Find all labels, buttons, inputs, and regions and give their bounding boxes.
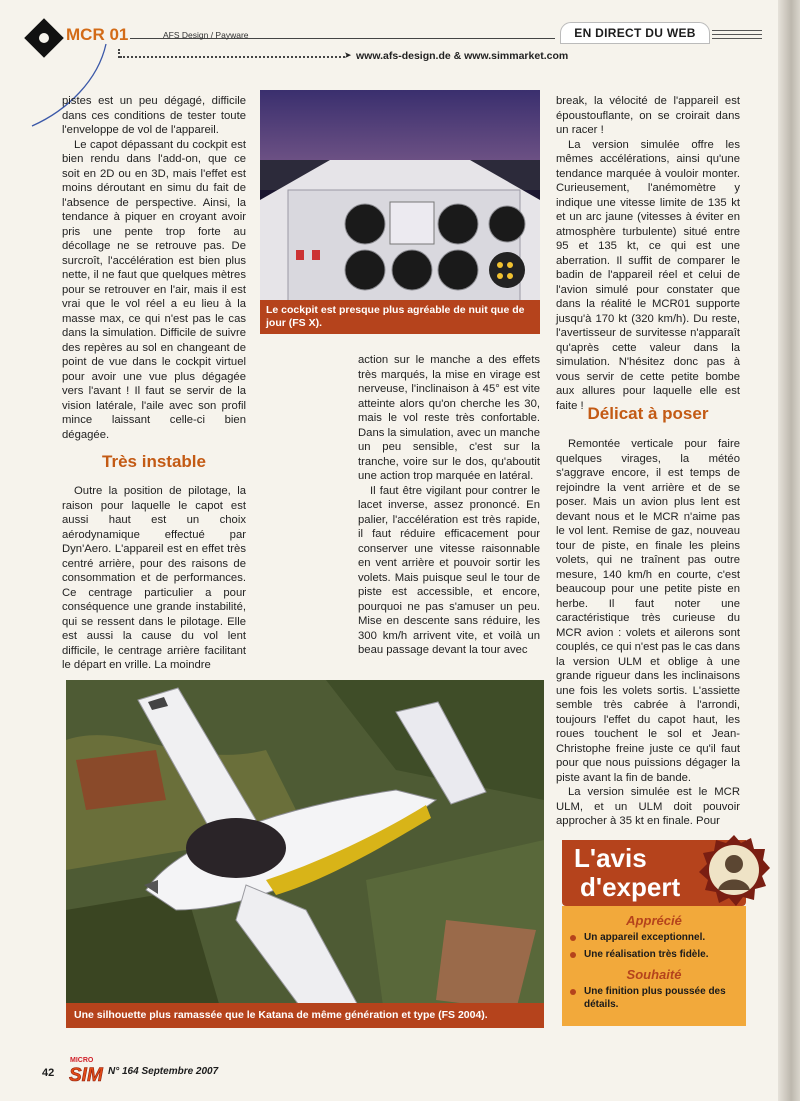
subhead-tres-instable: Très instable <box>102 452 206 471</box>
expert-title-line2: d'expert <box>580 872 681 902</box>
cockpit-night-illustration <box>260 90 540 334</box>
list-item: Un appareil exceptionnel. <box>562 931 746 944</box>
paragraph: pistes est un peu dégagé, difficile dans ces conditions de tester toute l'enveloppe de vol de l'appareil. <box>62 95 246 136</box>
micro-sim-logo <box>68 1054 104 1084</box>
magazine-logo-top: MICRO <box>70 1057 94 1064</box>
section-tab-lines <box>712 30 762 42</box>
cockpit-photo <box>260 90 540 334</box>
cockpit-caption: Le cockpit est presque plus agréable de nuit que de jour (FS X). <box>260 300 540 334</box>
column-3 <box>556 94 740 413</box>
wished-heading: Souhaité <box>626 967 682 982</box>
arrow-icon: ➤ <box>344 50 352 60</box>
paragraph: Le capot dépassant du cockpit est bien rendu dans l'add-on, que ce soit en 2D ou en 3D, mais l'effet est moins déroutant en simu du fait de l'absence de perspective. Ainsi, la tendance à piquer en croyant avoir pris une pente trop forte au décollage ne se retrouve pas. De surcroît, l'accélération est bien plus nette, il ne faut que quelques mètres pour se retrouver en l'air, mais il est vrai que le vol réel a eu lieu à la masse max, ce qui n'est pas le cas dans la simulation. Difficile de suivre des repères au sol en changeant de point de vue dans le cockpit virtuel pour avoir une vue plus dégagée vers l'avant ! Il faut se servir de la vision latérale, l'aile avec son profil mince laissant celle-ci bien dégagée. <box>62 138 246 441</box>
paragraph: La version simulée est le MCR ULM, et un ULM doit pouvoir approcher à 35 kt en finale. Pour <box>556 786 740 827</box>
list-item: Une finition plus poussée des détails. <box>562 985 746 1011</box>
magazine-logo-main: SIM <box>69 1065 103 1084</box>
expert-title <box>574 844 680 902</box>
aircraft-photo <box>66 680 544 1028</box>
section-tab: EN DIRECT DU WEB <box>560 22 710 44</box>
page-number: 42 <box>42 1067 55 1079</box>
websites-link[interactable]: www.afs-design.de & www.simmarket.com <box>356 50 569 62</box>
column-3-continued <box>556 437 740 829</box>
paragraph: break, la vélocité de l'appareil est époustouflante, on se croirait dans un racer ! <box>556 95 740 136</box>
publisher-label: AFS Design / Payware <box>163 30 249 40</box>
paragraph: action sur le manche a des effets très marqués, la mise en virage est nerveuse, l'inclinaison à 45° est vite atteinte alors qu'on cherche les 30, mais le vol reste très confortable. Dans la simulation, avec un manche un peu sensible, c'est sur la tranche, voire sur le dos, qu'aboutit une action trop marquée en latéral. <box>358 354 540 482</box>
column-2 <box>358 353 540 658</box>
expert-portrait-icon <box>698 834 770 906</box>
aircraft-aerial-illustration <box>66 680 544 1028</box>
appreciated-heading: Apprécié <box>626 913 682 928</box>
expert-opinion-box <box>562 840 746 1026</box>
paragraph: La version simulée offre les mêmes accélérations, ainsi qu'une tendance marquée à vouloir monter. Curieusement, l'anémomètre y indique une vitesse limite de 135 kt et un arc jaune (vitesses à éviter en atmosphère turbulente) situé entre 95 et 135 kt, ce qui est une aberration. Il suffit de comparer le badin de l'appareil réel et celui de l'avion simulé pour constater que dans la réalité le MCR01 supporte jusqu'à 170 kt (320 km/h). Du reste, l'avertisseur de survitesse n'apparaît qu'après cette valeur dans la simulation. N'hésitez donc pas à vous servir de cette petite bombe aux allures pour laquelle elle est faite ! <box>556 138 740 412</box>
expert-title-line1: L'avis <box>574 843 647 873</box>
paragraph: Il faut être vigilant pour contrer le lacet inverse, assez prononcé. En palier, l'accélération est très rapide, il faut réduire efficacement pour conserver une vitesse raisonnable en vent arrière et pouvoir sortir les volets. Mais puisque seul le tour de piste est accessible, et encore, pourquoi ne pas s'amuser un peu. Mise en descente sans réduire, les 300 km/h arrivent vite, et voilà un beau passage devant la tour avec <box>358 484 540 656</box>
paragraph: Remontée verticale pour faire quelques virages, la météo s'aggrave encore, il est temps de rejoindre la vent arrière et de se poser. Mais un avion plus lent est devant nous et le MCR n'aime pas le vol lent. Remise de gaz, nouveau tour de piste, en finale les pleins volets, qui ne traînent pas outre mesure, 140 km/h en courte, c'est beaucoup pour une petite piste en herbe. Il faut noter une caractéristique très curieuse du MCR avion : volets et ailerons sont couplés, ce qui n'est pas le cas dans la version ULM et oblige à une grande rigueur dans les inclinaisons une fois les volets sortis. L'assiette semble très cabrée à l'arrondi, toujours l'effet du capot haut, les roues touchent le sol et Jean-Christophe freine juste ce qu'il faut pour que nous puissions dégager la piste avant la fin de bande. <box>556 438 740 784</box>
dotted-leader <box>120 56 345 58</box>
aircraft-caption: Une silhouette plus ramassée que le Katana de même génération et type (FS 2004). <box>66 1003 544 1028</box>
expert-body <box>562 906 746 1026</box>
subhead-delicat-a-poser: Délicat à poser <box>587 404 709 423</box>
paragraph: Outre la position de pilotage, la raison pour laquelle le capot est aussi haut est un choix aérodynamique effectué par Dyn'Aero. L'appareil est en effet très centré arrière, pour des raisons de consommation et de performances. Ce centrage particulier a pour conséquence une grande instabilité, qui se ressent dans le pilotage. Elle est aussi la cause du vol lent difficile, le centrage arrière facilitant le départ en vrille. La moindre <box>62 485 246 671</box>
column-1-continued <box>62 484 246 673</box>
appreciated-list <box>562 931 746 961</box>
page-binding-shadow <box>778 0 800 1101</box>
wished-list <box>562 985 746 1011</box>
issue-info: N° 164 Septembre 2007 <box>108 1066 219 1077</box>
rubric-title: MCR 01 <box>66 25 129 44</box>
column-1 <box>62 94 246 442</box>
list-item: Une réalisation très fidèle. <box>562 948 746 961</box>
